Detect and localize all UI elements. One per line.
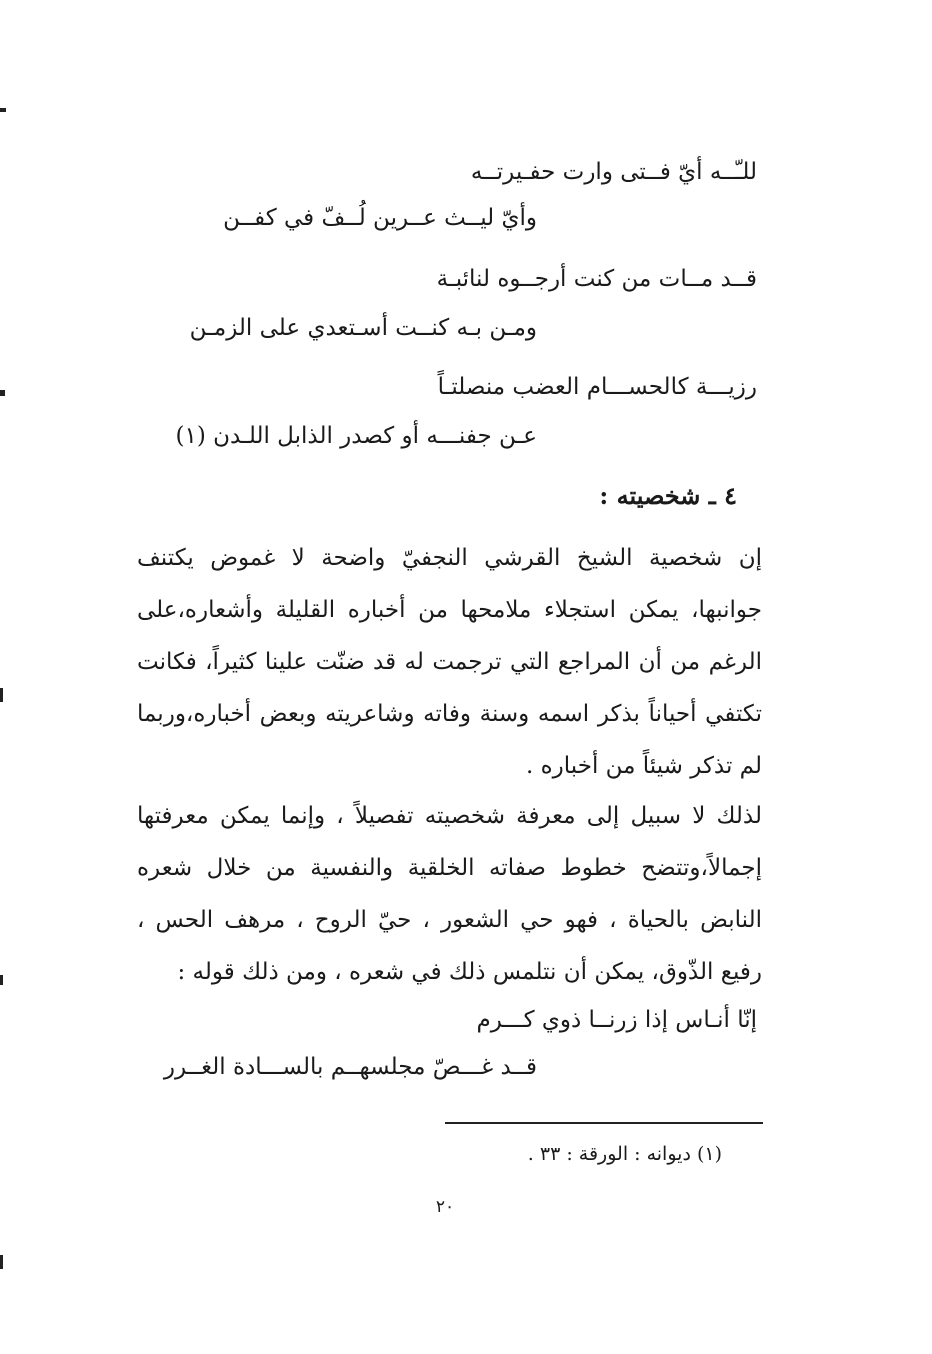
- scan-edge-mark: [0, 390, 5, 396]
- paragraph-personality: إن شخصية الشيخ القرشي النجفيّ واضحة لا غموض يكتنف جوانبها، يمكن استجلاء ملامحها من أخباره القليلة وأشعاره،على الرغم من أن المراجع التي ترجمت له قد ضنّت علينا كثيراً، فكانت تكتفي أحياناً بذكر اسمه وسنة وفاته وشاعريته وبعض أخباره،وربما لم تذكر شيئاً من أخباره .: [137, 545, 762, 779]
- verse-3-second-hemistich: عـن جفنـــه أو كصدر الذابل اللـدن (١): [175, 423, 537, 449]
- scan-edge-mark: [0, 108, 6, 112]
- verse-4-first-hemistich: إنّا أنـاس إذا زرنــا ذوي كـــرم: [476, 1007, 757, 1033]
- footnote-divider: [445, 1122, 763, 1124]
- verse-4-second-hemistich: قــد غـــصّ مجلسهــم بالســـادة الغــرر: [163, 1054, 537, 1080]
- verse-2-second-hemistich: ومـن بـه كنــت أسـتعدي على الزمـن: [189, 315, 537, 341]
- scan-edge-mark: [0, 688, 3, 702]
- scan-edge-mark: [0, 975, 3, 985]
- footnote: (١) ديوانه : الورقة : ٣٣ .: [527, 1143, 722, 1165]
- verse-2-first-hemistich: قــد مــات من كنت أرجــوه لنائبـة: [436, 266, 757, 292]
- verse-3-first-hemistich: رزيـــة كالحســـام العضب منصلتـاً: [437, 374, 757, 400]
- section-heading: ٤ ـ شخصيته :: [599, 481, 737, 510]
- scan-edge-mark: [0, 1255, 3, 1269]
- verse-1-first-hemistich: للـّــه أيّ فــتى وارت حفـيرتــه: [470, 159, 757, 185]
- verse-1-second-hemistich: وأيّ ليــث عــرين لُــفّ في كفــن: [223, 205, 537, 231]
- paragraph-consequently: لذلك لا سبيل إلى معرفة شخصيته تفصيلاً ، وإنما يمكن معرفتها إجمالاً،وتتضح خطوط صفاته الخلقية والنفسية من خلال شعره النابض بالحياة ، فهو حي الشعور ، حيّ الروح ، مرهف الحس ، رفيع الذّوق، يمكن أن نتلمس ذلك في شعره ، ومن ذلك قوله :: [137, 803, 762, 985]
- page-number: ٢٠: [435, 1197, 455, 1217]
